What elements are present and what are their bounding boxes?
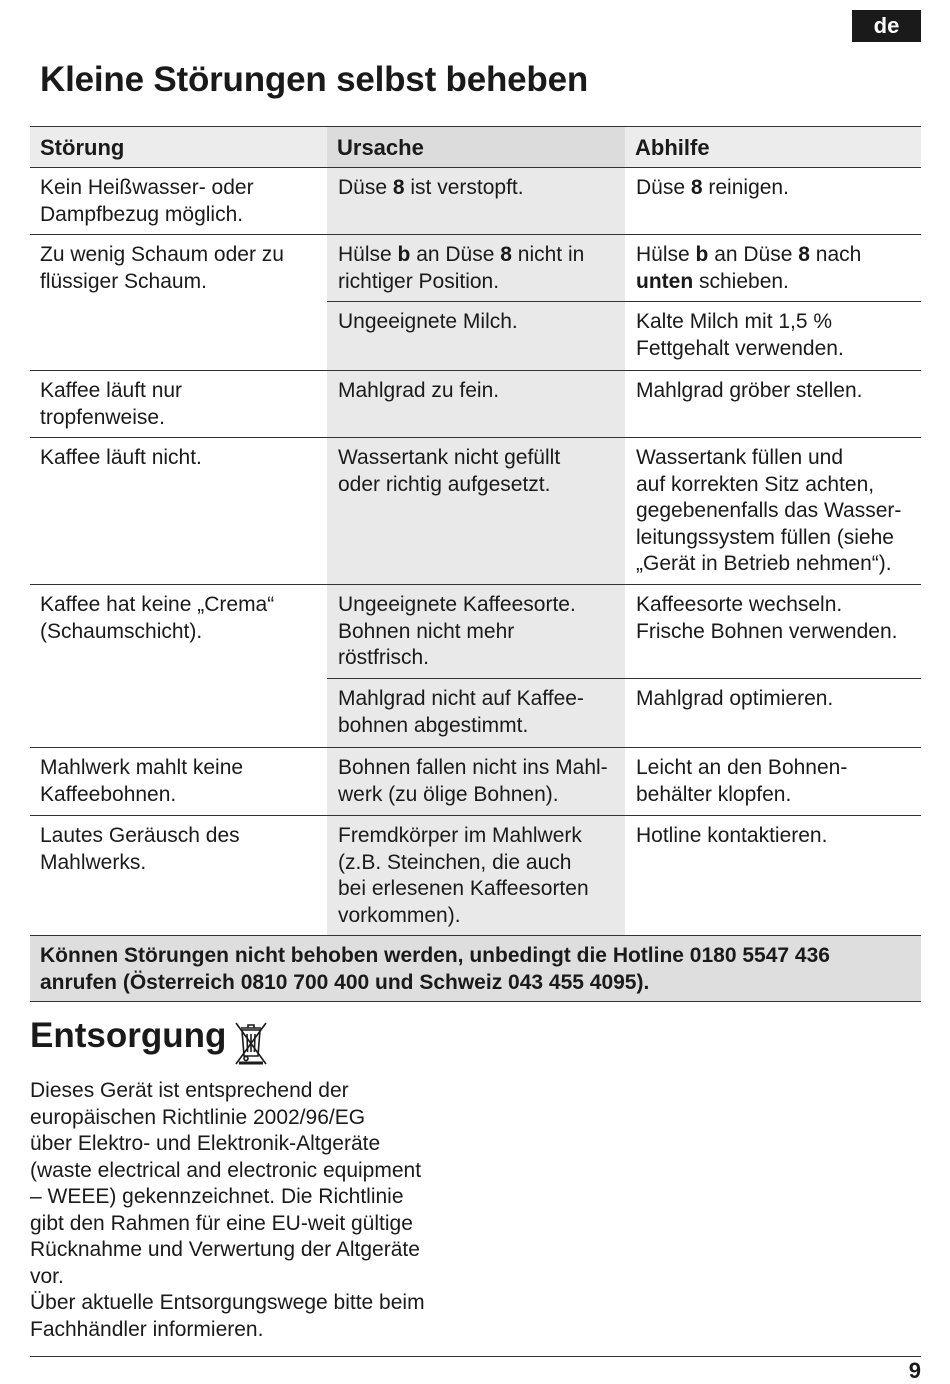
table-row (30, 235, 921, 371)
cell-line: Kein Heißwasser- oder (40, 176, 254, 199)
paragraph-line: – WEEE) gekennzeichnet. Die Richtlinie (30, 1185, 404, 1208)
cause-remedy-row (327, 168, 921, 234)
table-row (30, 748, 921, 816)
cell-line (338, 269, 615, 296)
cell-text: nach (809, 243, 862, 266)
stoerung-cell (30, 748, 327, 815)
cell-line: Mahlwerk mahlt keine (40, 756, 244, 779)
abhilfe-cell (625, 748, 921, 815)
cell-line: Kaffee hat keine „Crema“ (40, 593, 275, 616)
stoerung-cell (30, 816, 327, 935)
paragraph-line: europäischen Richtlinie 2002/96/EG (30, 1105, 366, 1129)
cell-line (338, 378, 615, 405)
cell-line (636, 686, 913, 713)
cell-line (338, 782, 615, 809)
emphasis-text: unten (636, 269, 694, 293)
cell-text: Kaffeesorte wechseln. (636, 593, 843, 616)
paragraph-line: Fachhändler informieren. (30, 1317, 264, 1341)
cell-text: behälter klopfen. (636, 782, 792, 806)
ursache-cell (327, 679, 625, 747)
cell-text: Ungeeignete Milch. (338, 310, 518, 333)
cell-line (636, 782, 913, 809)
abhilfe-cell (625, 679, 921, 747)
ursache-cell (327, 302, 625, 370)
cell-line (338, 175, 615, 202)
cell-line (338, 713, 615, 740)
table-row (30, 371, 921, 438)
ursache-cell (327, 748, 625, 815)
cell-line (338, 876, 615, 903)
cell-line (338, 592, 615, 619)
cell-text: Bohnen fallen nicht ins Mahl- (338, 756, 608, 779)
stoerung-cell (30, 168, 327, 234)
cause-remedy-row (327, 678, 921, 747)
abhilfe-cell (625, 438, 921, 584)
cell-text: Fremdkörper im Mahlwerk (338, 824, 582, 847)
cell-line (338, 755, 615, 782)
table-row (30, 168, 921, 235)
cell-text: Hotline kontaktieren. (636, 824, 828, 847)
cell-text: Kalte Milch mit 1,5 % (636, 310, 833, 333)
paragraph-line: gibt den Rahmen für eine EU-weit gültige (30, 1211, 413, 1235)
cell-text: reinigen. (702, 176, 789, 199)
cell-line: Lautes Geräusch des (40, 824, 240, 847)
cause-remedy-row (327, 301, 921, 370)
stoerung-cell (30, 235, 327, 370)
ursache-cell (327, 371, 625, 437)
cause-remedy-row (327, 748, 921, 815)
cell-text: Düse (338, 176, 393, 199)
disposal-paragraph (30, 1078, 470, 1343)
cell-line: Kaffee läuft nur (40, 379, 183, 402)
paragraph-line: (waste electrical and electronic equipment (30, 1158, 422, 1182)
cell-text: Bohnen nicht mehr (338, 619, 515, 643)
cell-text: Düse (636, 176, 691, 199)
cell-line (338, 903, 615, 930)
cell-line: Kaffee läuft nicht. (40, 446, 202, 469)
cell-line (338, 309, 615, 336)
ursache-cell (327, 235, 625, 301)
paragraph-line: Dieses Gerät ist entsprechend der (30, 1079, 349, 1102)
cell-text: richtiger Position. (338, 269, 500, 293)
cell-line (636, 336, 913, 363)
cell-text: Fettgehalt verwenden. (636, 336, 844, 360)
table-row (30, 585, 921, 748)
cell-line (338, 472, 615, 499)
cause-remedy-row (327, 816, 921, 935)
hotline-note (30, 936, 921, 1002)
cell-text: Mahlgrad zu fein. (338, 379, 500, 402)
cell-line (338, 242, 615, 269)
abhilfe-cell (625, 585, 921, 678)
troubleshooting-table (30, 126, 921, 1002)
abhilfe-cell (625, 302, 921, 370)
paragraph-line: über Elektro- und Elektronik-Altgeräte (30, 1132, 381, 1155)
disposal-title: Entsorgung (30, 1016, 227, 1055)
stoerung-cell (30, 438, 327, 584)
cell-text: an Düse (410, 243, 501, 266)
cell-text: nicht in (511, 243, 585, 266)
ursache-cell (327, 816, 625, 935)
cause-remedy-row (327, 235, 921, 301)
page-number: 9 (908, 1358, 921, 1383)
emphasis-text: b (695, 243, 709, 266)
stoerung-cell (30, 585, 327, 747)
cell-text: leitungssystem füllen (siehe (636, 525, 894, 549)
emphasis-text: b (397, 243, 411, 266)
stoerung-cell (30, 371, 327, 437)
cell-text: röstfrisch. (338, 646, 430, 669)
cell-line (636, 755, 913, 782)
ursache-cell (327, 585, 625, 678)
abhilfe-cell (625, 168, 921, 234)
cell-line (338, 645, 615, 672)
ursache-cell (327, 438, 625, 584)
table-header (30, 127, 921, 168)
paragraph-line: vor. (30, 1264, 64, 1288)
cell-text: bei erlesenen Kaffeesorten (338, 877, 589, 900)
note-line: anrufen (Österreich 0810 700 400 und Schweiz 043 455 4095). (40, 970, 650, 994)
cell-line (338, 686, 615, 713)
cell-text: Wassertank nicht gefüllt (338, 446, 561, 469)
cell-text: ist verstopft. (404, 176, 524, 199)
table-row (30, 816, 921, 936)
footer-divider (30, 1356, 921, 1357)
cell-text: (z.B. Steinchen, die auch (338, 850, 572, 874)
cell-line (636, 269, 913, 296)
cell-text: an Düse (708, 243, 799, 266)
cell-text: Wassertank füllen und (636, 446, 843, 469)
cell-line (338, 850, 615, 877)
cell-line (636, 309, 913, 336)
cell-text: werk (zu ölige Bohnen). (338, 782, 559, 806)
cell-line (338, 619, 615, 646)
emphasis-text: 8 (500, 243, 512, 266)
cell-text: „Gerät in Betrieb nehmen“). (636, 552, 892, 575)
cell-text: Mahlgrad gröber stellen. (636, 379, 863, 402)
cell-line (338, 445, 615, 472)
abhilfe-cell (625, 816, 921, 935)
language-tab: de (852, 10, 921, 42)
cell-line: Kaffeebohnen. (40, 782, 177, 806)
cell-line: Mahlwerks. (40, 850, 147, 874)
cell-line (636, 551, 913, 578)
paragraph-line: Über aktuelle Entsorgungswege bitte beim (30, 1291, 425, 1314)
table-row (30, 438, 921, 585)
cell-line (636, 592, 913, 619)
cell-text: Mahlgrad nicht auf Kaffee- (338, 687, 584, 710)
cell-text: oder richtig aufgesetzt. (338, 472, 551, 496)
cell-line (636, 242, 913, 269)
header-stoerung: Störung (30, 127, 327, 167)
cell-text: schieben. (693, 269, 789, 293)
cell-text: Leicht an den Bohnen- (636, 756, 848, 779)
emphasis-text: 8 (392, 176, 405, 199)
cell-text: Mahlgrad optimieren. (636, 687, 834, 710)
cell-line (636, 472, 913, 499)
cell-line (636, 619, 913, 646)
cell-text: bohnen abgestimmt. (338, 713, 529, 737)
cause-remedy-row (327, 438, 921, 584)
cell-line (636, 823, 913, 850)
cell-line: tropfenweise. (40, 405, 165, 429)
emphasis-text: 8 (798, 243, 810, 266)
cause-remedy-row (327, 371, 921, 437)
abhilfe-cell (625, 371, 921, 437)
cell-text: Hülse (636, 243, 696, 266)
cell-line (636, 175, 913, 202)
cell-text: Ungeeignete Kaffeesorte. (338, 593, 576, 616)
cell-line: Zu wenig Schaum oder zu (40, 243, 284, 266)
cell-line (338, 823, 615, 850)
cell-text: Frische Bohnen verwenden. (636, 619, 898, 643)
crossed-out-wheelie-bin-icon (232, 1020, 270, 1066)
cell-line (636, 525, 913, 552)
cell-line (636, 498, 913, 525)
paragraph-line: Rücknahme und Verwertung der Altgeräte (30, 1238, 420, 1261)
table-body (30, 168, 921, 936)
cell-line (636, 378, 913, 405)
note-line: Können Störungen nicht behoben werden, unbedingt die Hotline 0180 5547 436 (40, 944, 830, 967)
cell-line: (Schaumschicht). (40, 619, 203, 643)
emphasis-text: 8 (690, 176, 703, 199)
cell-text: auf korrekten Sitz achten, (636, 472, 875, 496)
ursache-cell (327, 168, 625, 234)
page-title: Kleine Störungen selbst beheben (40, 60, 589, 99)
cell-text: vorkommen). (338, 903, 461, 927)
header-abhilfe: Abhilfe (625, 127, 921, 167)
cell-text: Hülse (338, 243, 398, 266)
abhilfe-cell (625, 235, 921, 301)
cell-text: gegebenenfalls das Wasser- (636, 499, 902, 522)
cause-remedy-row (327, 585, 921, 678)
cell-line: flüssiger Schaum. (40, 269, 207, 293)
header-ursache: Ursache (327, 127, 625, 167)
cell-line (636, 445, 913, 472)
cell-line: Dampfbezug möglich. (40, 202, 244, 226)
